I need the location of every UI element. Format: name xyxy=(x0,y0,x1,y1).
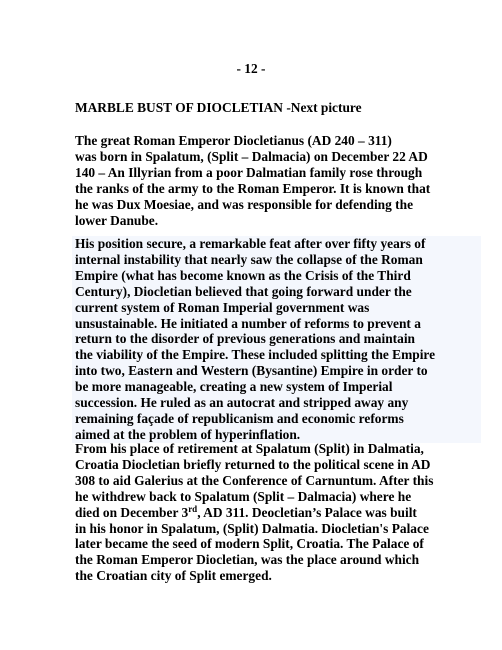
paragraph-line: unsustainable. He initiated a number of reforms to prevent a xyxy=(75,315,421,331)
paragraph-line: the Roman Emperor Diocletian, was the place around which xyxy=(75,552,420,568)
paragraph-line: remaining façade of republicanism and economic reforms xyxy=(75,410,404,426)
paragraph-line: he withdrew back to Spalatum (Split – Dalmacia) where he xyxy=(75,488,412,504)
paragraph-line: current system of Roman Imperial government was xyxy=(75,299,370,315)
page-number: - 12 - xyxy=(236,61,266,76)
paragraph-line: into two, Eastern and Western (Bysantine) Empire in order to xyxy=(75,363,428,379)
paragraph-line: the Croatian city of Split emerged. xyxy=(75,568,272,584)
paragraph-line: Croatia Diocletian briefly returned to the political scene in AD xyxy=(75,456,431,472)
paragraph-line: lower Danube. xyxy=(75,212,159,228)
paragraph-retirement xyxy=(75,441,475,584)
paragraph-birth xyxy=(75,133,475,228)
section-heading xyxy=(75,100,475,116)
paragraph-line: return to the disorder of previous generations and maintain xyxy=(75,331,415,347)
paragraph-line: be more manageable, creating a new system of Imperial xyxy=(75,379,393,395)
paragraph-line: was born in Spalatum, (Split – Dalmacia) on December 22 AD xyxy=(75,148,428,164)
death-date-text: died on December 3 xyxy=(75,504,189,520)
paragraph-line: Century), Diocletian believed that going forward under the xyxy=(75,283,412,299)
paragraph-line: The great Roman Emperor Diocletianus (AD 240 – 311) xyxy=(75,133,392,148)
paragraph-line: His position secure, a remarkable feat after over fifty years of xyxy=(75,236,426,251)
paragraph-line: 308 to aid Galerius at the Conference of Carnuntum. After this xyxy=(75,472,434,488)
paragraph-line: From his place of retirement at Spalatum (Split) in Dalmatia, xyxy=(75,441,424,456)
paragraph-line: in his honor in Spalatum, (Split) Dalmatia. Diocletian's Palace xyxy=(75,520,429,536)
paragraph-line: succession. He ruled as an autocrat and stripped away any xyxy=(75,395,409,411)
ordinal-suffix: rd xyxy=(188,503,198,514)
paragraph-reforms xyxy=(72,236,481,443)
paragraph-line: aimed at the problem of hyperinflation. xyxy=(75,426,301,442)
paragraph-line: later became the seed of modern Split, Croatia. The Palace of xyxy=(75,536,424,552)
paragraph-line: the ranks of the army to the Roman Emperor. It is known that xyxy=(75,180,431,196)
heading-text: MARBLE BUST OF DIOCLETIAN -Next picture xyxy=(75,100,362,115)
palace-text: , AD 311. Deocletian’s Palace was built xyxy=(197,504,417,520)
paragraph-line xyxy=(75,505,475,521)
paragraph-line: internal instability that nearly saw the collapse of the Roman xyxy=(75,251,423,267)
paragraph-line: 140 – An Illyrian from a poor Dalmatian family rose through xyxy=(75,164,423,180)
paragraph-line: the viability of the Empire. These included splitting the Empire xyxy=(75,347,436,363)
paragraph-line: he was Dux Moesiae, and was responsible for defending the xyxy=(75,196,414,212)
paragraph-line: Empire (what has become known as the Crisis of the Third xyxy=(75,267,411,283)
